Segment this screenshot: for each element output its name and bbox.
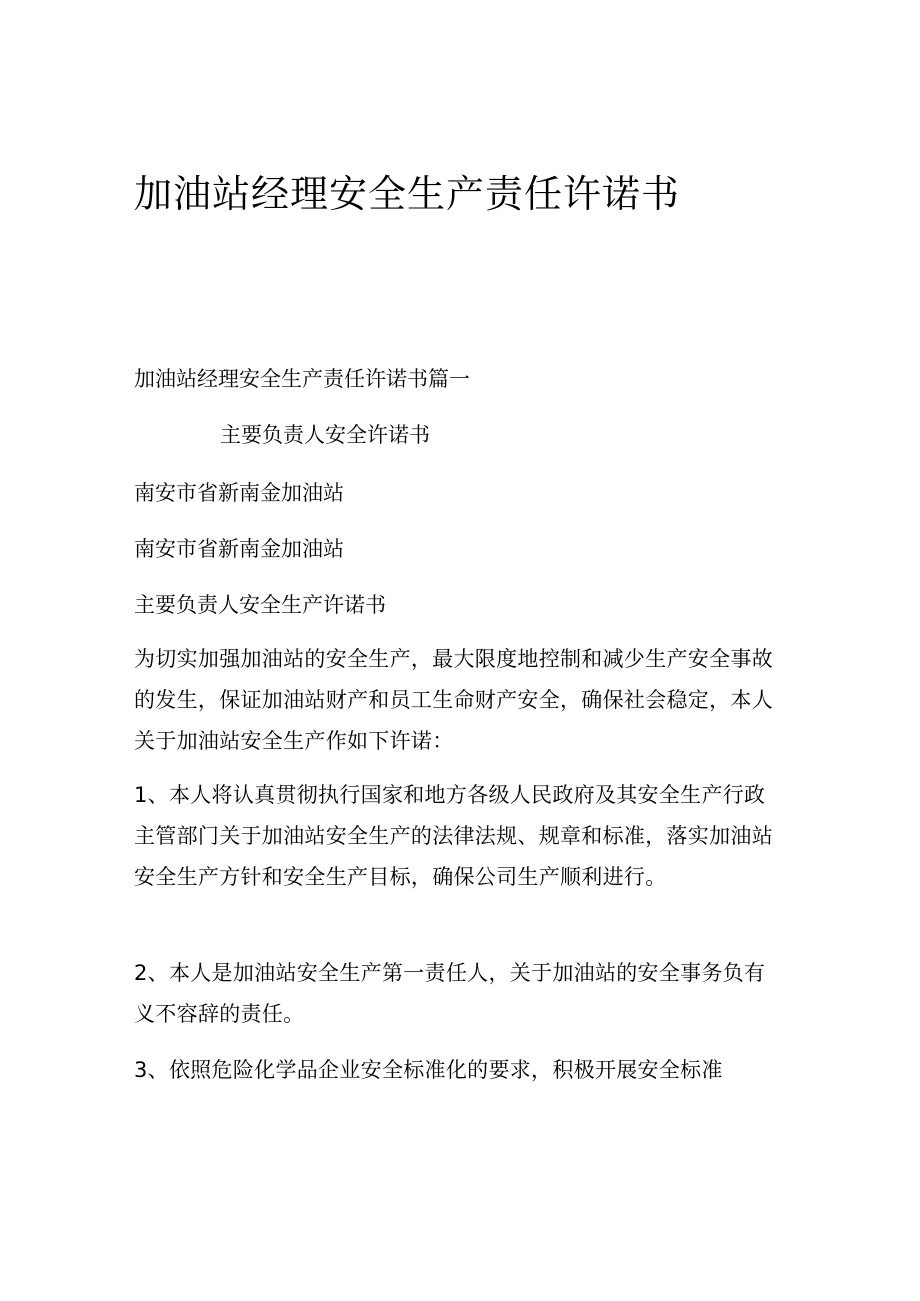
org-line: 南安市省新南金加油站 [134, 537, 344, 561]
document-title: 加油站经理安全生产责任许诺书 [134, 172, 681, 216]
document-name: 主要负责人安全生产许诺书 [134, 593, 386, 617]
list-item: 1、本人将认真贯彻执行国家和地方各级人民政府及其安全生产行政主管部门关于加油站安全生产的法律法规、规章和标准，落实加油站安全生产方针和安全生产目标，确保公司生产顺利进行。 [134, 783, 773, 889]
section-heading: 加油站经理安全生产责任许诺书篇一 [134, 367, 470, 391]
intro-paragraph: 为切实加强加油站的安全生产，最大限度地控制和减少生产安全事故的发生，保证加油站财产和员工生命财产安全，确保社会稳定，本人关于加油站安全生产作如下许诺： [134, 647, 773, 753]
list-item: 3、依照危险化学品企业安全标准化的要求，积极开展安全标准 [134, 1058, 723, 1082]
subtitle: 主要负责人安全许诺书 [220, 423, 430, 447]
list-item: 2、本人是加油站安全生产第一责任人，关于加油站的安全事务负有义不容辞的责任。 [134, 961, 766, 1026]
org-line: 南安市省新南金加油站 [134, 481, 344, 505]
